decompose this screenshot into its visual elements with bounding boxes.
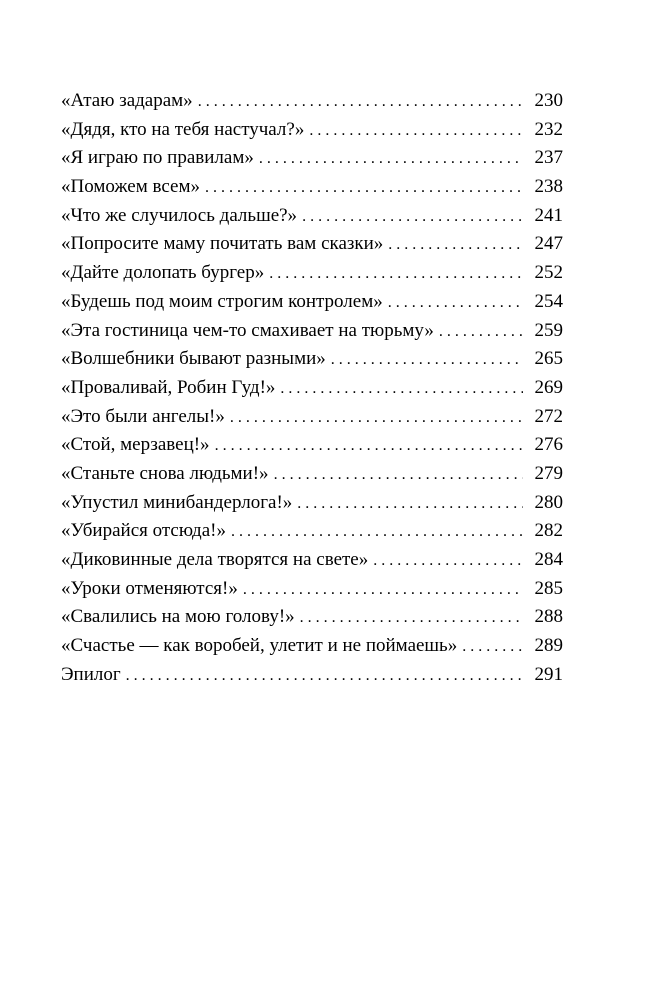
dot-leader — [230, 404, 523, 433]
toc-entry-title: «Уроки отменяются!» — [61, 577, 238, 599]
toc-entry-title: «Поможем всем» — [61, 176, 200, 198]
toc-entry-page-number: 284 — [534, 549, 563, 570]
toc-entry-title: «Упустил минибандерлога!» — [61, 491, 293, 513]
toc-entry-page-number: 289 — [534, 635, 563, 657]
dot-leader — [274, 461, 523, 490]
toc-entry — [61, 288, 563, 317]
dot-leader — [205, 174, 523, 203]
toc-entry — [61, 87, 563, 116]
toc-entry-page-number: 269 — [534, 376, 563, 398]
toc-entry — [61, 431, 563, 460]
toc-entry-page-number: 291 — [534, 663, 563, 685]
toc-entry-page-number: 247 — [534, 233, 563, 255]
toc-entry — [61, 403, 563, 432]
toc-entry — [61, 173, 563, 202]
toc-entry-page-number: 259 — [534, 319, 563, 341]
toc-entry-title: «Эта гостиница чем-то смахивает на тюрьму» — [61, 319, 434, 341]
toc-entry — [61, 546, 563, 575]
toc-entry-page-number: 288 — [534, 606, 563, 628]
toc-entry-page-number: 230 — [534, 90, 563, 111]
toc-entry-title: «Счастье — как воробей, улетит и не поймаешь» — [61, 635, 458, 657]
dot-leader — [259, 145, 523, 174]
toc-entry-title: «Будешь под моим строгим контролем» — [61, 290, 383, 312]
toc-entry — [61, 116, 563, 145]
toc-entry — [61, 575, 563, 604]
toc-entry-title: «Стой, мерзавец!» — [61, 434, 210, 456]
dot-leader — [215, 432, 523, 461]
toc-entry — [61, 374, 563, 403]
toc-entry — [61, 603, 563, 632]
toc-entry-title: «Попросите маму почитать вам сказки» — [61, 233, 384, 255]
toc-entry-page-number: 279 — [534, 462, 563, 484]
toc-entry-title: «Дядя, кто на тебя настучал?» — [61, 118, 305, 140]
dot-leader — [388, 289, 523, 318]
toc-entry — [61, 661, 563, 690]
toc-entry-page-number: 276 — [534, 434, 563, 456]
toc-entry — [61, 489, 563, 518]
toc-entry — [61, 345, 563, 374]
toc-entry-page-number: 254 — [534, 290, 563, 312]
toc-entry-page-number: 241 — [534, 204, 563, 226]
dot-leader — [198, 88, 523, 117]
dot-leader — [231, 518, 523, 547]
toc-entry-title: «Волшебники бывают разными» — [61, 348, 326, 370]
toc-entry-title: «Проваливай, Робин Гуд!» — [61, 376, 276, 398]
toc-entry-page-number: 282 — [534, 520, 563, 542]
dot-leader — [331, 346, 523, 375]
dot-leader — [439, 318, 523, 347]
dot-leader — [280, 375, 523, 404]
dot-leader — [243, 576, 523, 605]
toc-entry-title: Эпилог — [61, 663, 121, 685]
toc-entry — [61, 259, 563, 288]
toc-entry-title: «Дайте долопать бургер» — [61, 262, 265, 284]
dot-leader — [302, 203, 523, 232]
toc-entry-title: «Диковинные дела творятся на свете» — [61, 549, 369, 570]
table-of-contents — [61, 87, 563, 689]
toc-entry-page-number: 272 — [534, 405, 563, 427]
toc-entry-title: «Станьте снова людьми!» — [61, 462, 269, 484]
toc-entry — [61, 202, 563, 231]
toc-entry — [61, 517, 563, 546]
toc-entry-title: «Атаю задарам» — [61, 90, 193, 111]
toc-entry-title: «Это были ангелы!» — [61, 405, 225, 427]
toc-entry-page-number: 237 — [534, 147, 563, 169]
toc-entry-title: «Что же случилось дальше?» — [61, 204, 298, 226]
dot-leader — [269, 260, 523, 289]
toc-entry-title: «Свалились на мою голову!» — [61, 606, 295, 628]
toc-entry-page-number: 252 — [534, 262, 563, 284]
dot-leader — [373, 547, 523, 576]
toc-entry-page-number: 280 — [534, 491, 563, 513]
toc-entry — [61, 460, 563, 489]
toc-entry-page-number: 285 — [534, 577, 563, 599]
toc-entry — [61, 144, 563, 173]
toc-entry-title: «Я играю по правилам» — [61, 147, 254, 169]
dot-leader — [297, 490, 523, 519]
dot-leader — [309, 117, 523, 146]
dot-leader — [462, 633, 523, 662]
toc-entry-page-number: 238 — [534, 176, 563, 198]
dot-leader — [388, 231, 523, 260]
toc-entry — [61, 317, 563, 346]
toc-entry-page-number: 265 — [534, 348, 563, 370]
toc-entry-page-number: 232 — [534, 118, 563, 140]
dot-leader — [126, 662, 523, 691]
dot-leader — [300, 604, 523, 633]
toc-entry — [61, 230, 563, 259]
toc-entry-title: «Убирайся отсюда!» — [61, 520, 226, 542]
toc-entry — [61, 632, 563, 661]
